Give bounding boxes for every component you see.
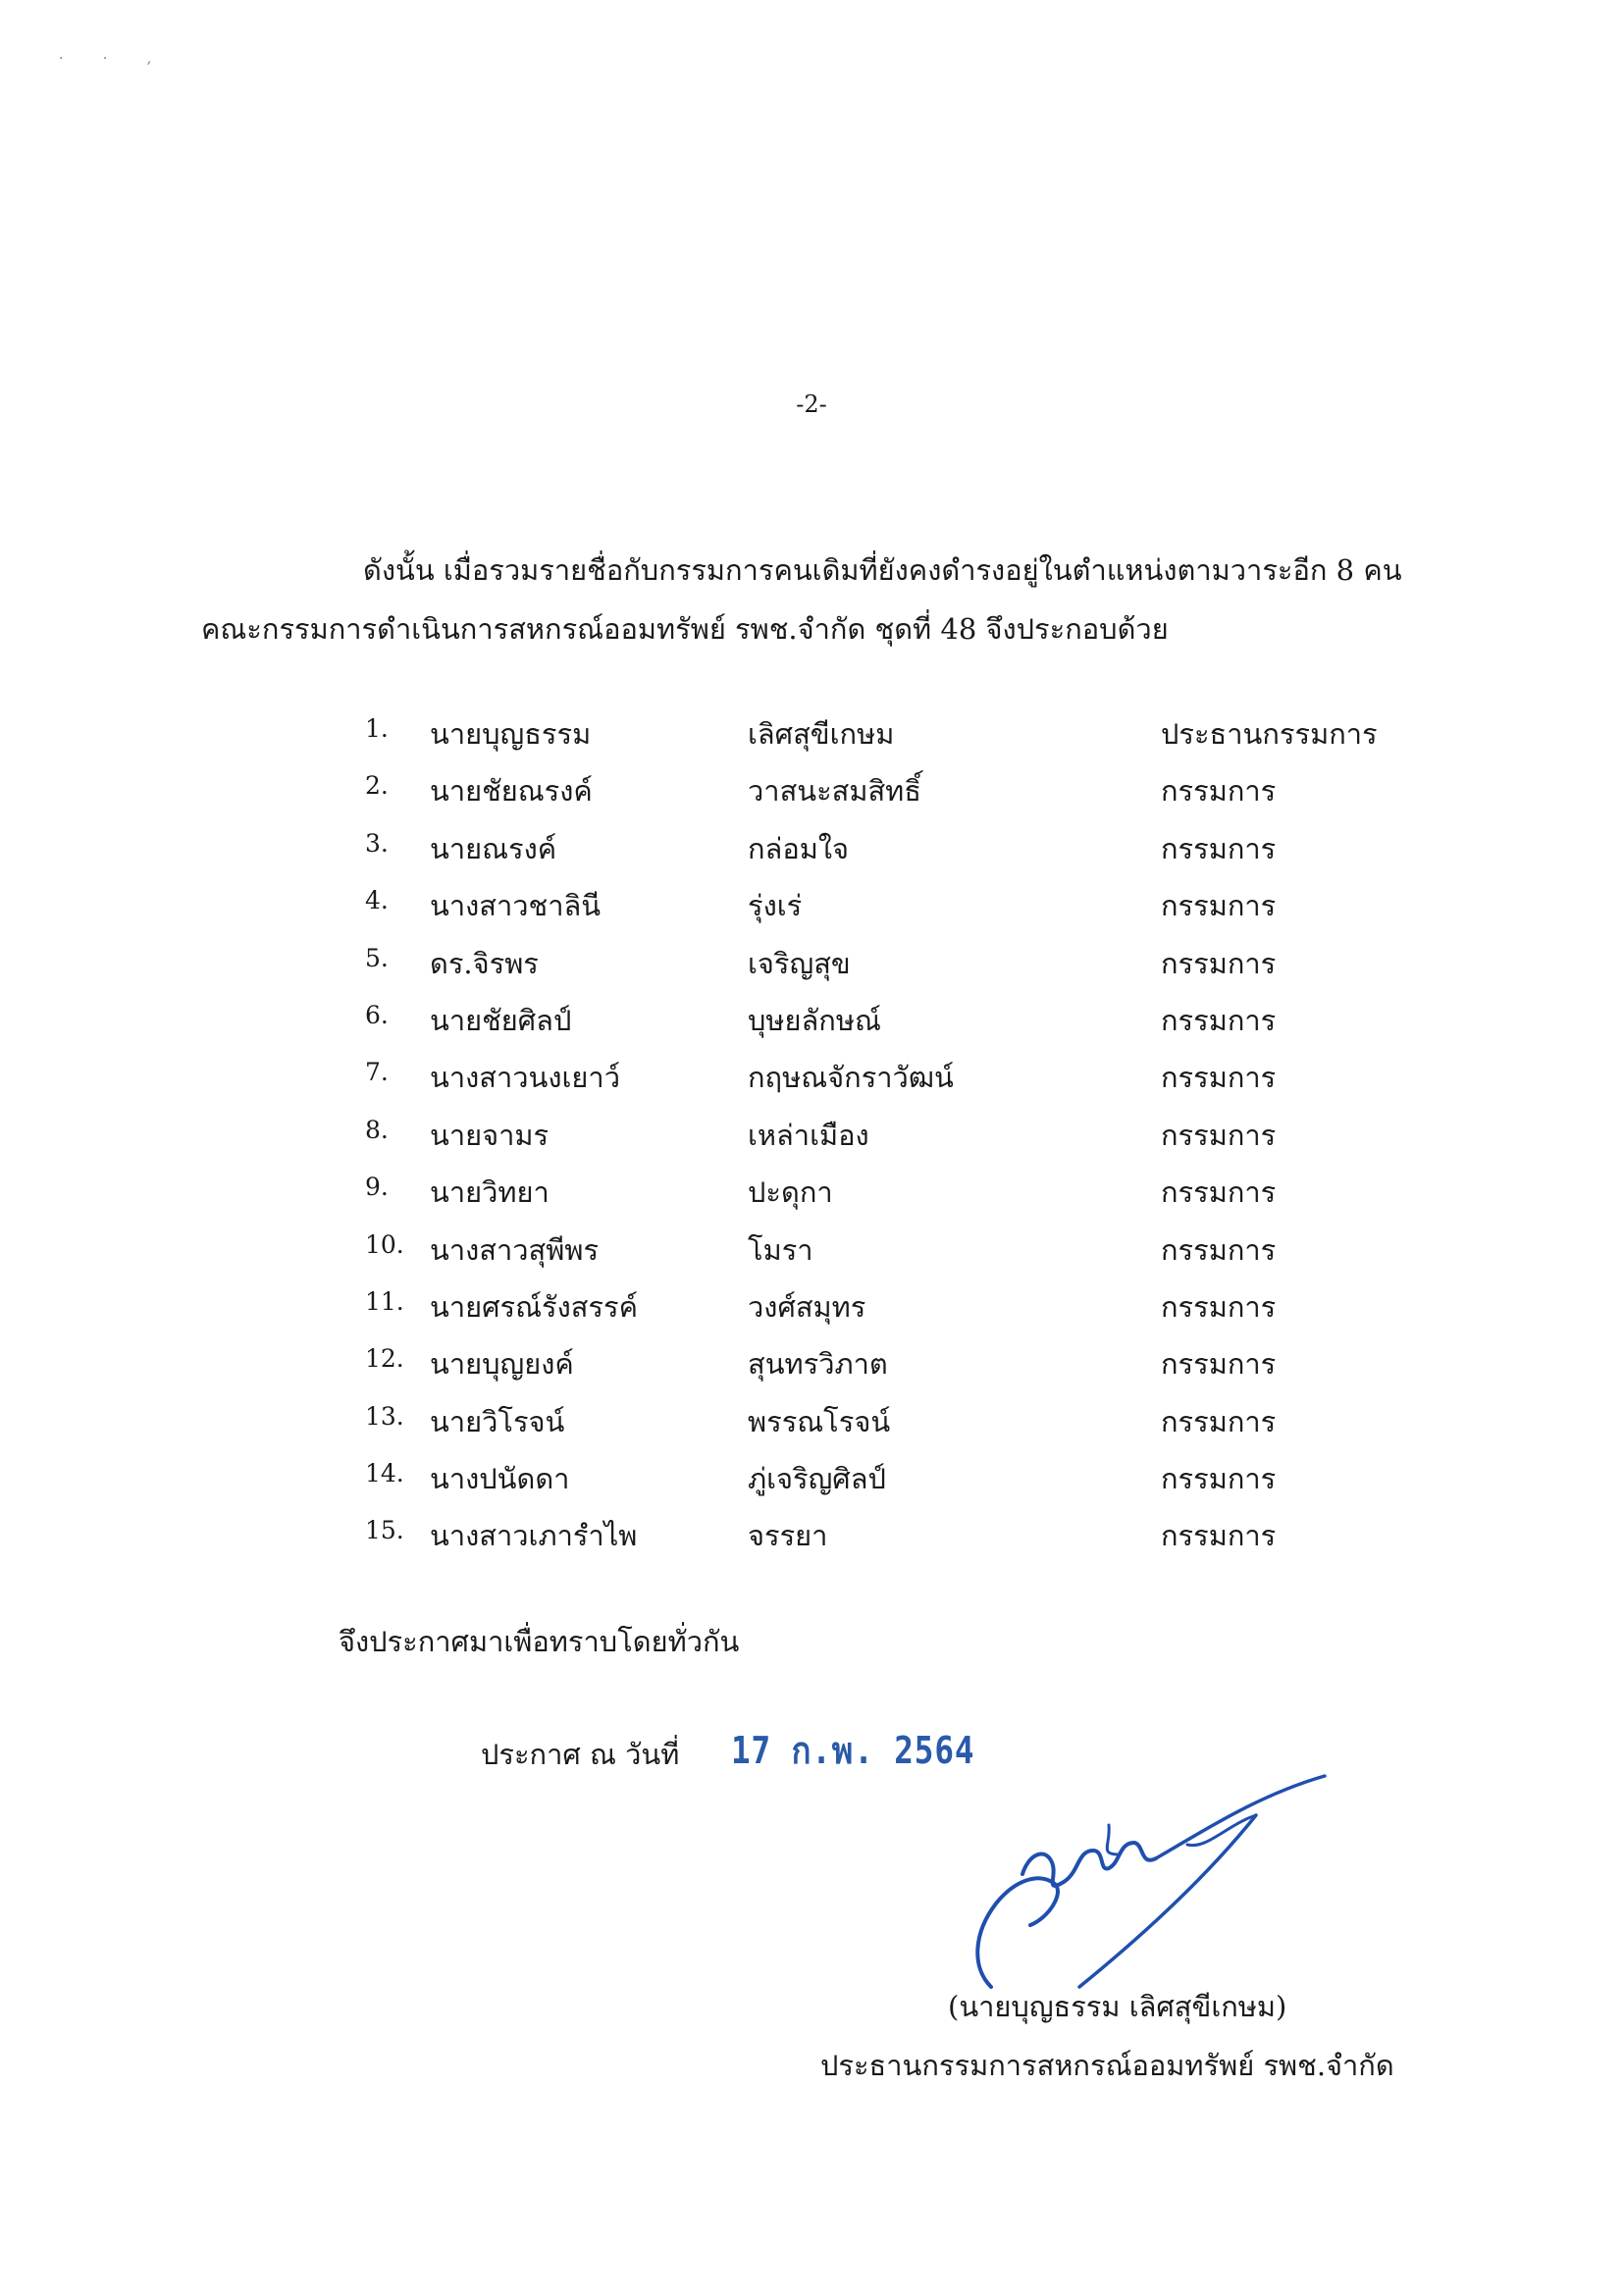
intro-line-2: คณะกรรมการดำเนินการสหกรณ์ออมทรัพย์ รพช.จำกัด ชุดที่ 48 จึงประกอบด้วย (201, 612, 1169, 646)
member-number: 3. (365, 828, 389, 858)
member-number: 9. (365, 1173, 389, 1202)
member-first-name: นายบุญธรรม (430, 717, 592, 751)
member-first-name: นายบุญยงค์ (430, 1347, 574, 1382)
member-role: กรรมการ (1161, 946, 1277, 980)
list-item (0, 1284, 1623, 1341)
list-item (0, 998, 1623, 1055)
signature (962, 1756, 1335, 2011)
closing-statement: จึงประกาศมาเพื่อทราบโดยทั่วกัน (339, 1625, 740, 1658)
date-stamp: 17 ก.พ. 2564 (731, 1729, 975, 1772)
member-role: กรรมการ (1161, 1519, 1277, 1553)
member-role: กรรมการ (1161, 1347, 1277, 1382)
member-first-name: นายวิโรจน์ (430, 1404, 565, 1438)
member-number: 2. (365, 771, 389, 801)
member-first-name: นายวิทยา (430, 1175, 550, 1210)
member-role: กรรมการ (1161, 774, 1277, 809)
member-number: 6. (365, 1000, 389, 1029)
list-item (0, 941, 1623, 998)
member-role: กรรมการ (1161, 1404, 1277, 1438)
member-last-name: กฤษณจักราวัฒน์ (748, 1061, 954, 1095)
member-number: 4. (365, 886, 389, 915)
member-number: 13. (365, 1401, 404, 1431)
member-number: 12. (365, 1344, 404, 1374)
member-number: 14. (365, 1459, 404, 1488)
list-item (0, 1170, 1623, 1226)
member-role: กรรมการ (1161, 831, 1277, 865)
member-last-name: พรรณโรจน์ (748, 1404, 891, 1438)
member-last-name: เลิศสุขีเกษม (748, 717, 895, 751)
page-number: -2- (796, 391, 827, 418)
member-first-name: ดร.จิรพร (430, 946, 539, 980)
member-role: กรรมการ (1161, 1289, 1277, 1324)
member-role: กรรมการ (1161, 1061, 1277, 1095)
member-last-name: เหล่าเมือง (748, 1118, 869, 1152)
list-item (0, 1341, 1623, 1398)
member-role: กรรมการ (1161, 1232, 1277, 1267)
member-last-name: ภู่เจริญศิลป์ (748, 1462, 886, 1496)
member-role: กรรมการ (1161, 1003, 1277, 1037)
member-first-name: นางสาวชาลินี (430, 889, 602, 923)
member-number: 7. (365, 1058, 389, 1087)
member-number: 1. (365, 714, 389, 743)
member-role: กรรมการ (1161, 1118, 1277, 1152)
member-last-name: บุษยลักษณ์ (748, 1003, 881, 1037)
member-last-name: วงศ์สมุทร (748, 1289, 866, 1324)
member-first-name: นางปนัดดา (430, 1462, 570, 1496)
member-number: 15. (365, 1516, 404, 1545)
member-last-name: ปะดุกา (748, 1175, 833, 1210)
member-first-name: นายจามร (430, 1118, 550, 1152)
list-item (0, 1456, 1623, 1513)
member-role: กรรมการ (1161, 1175, 1277, 1210)
member-first-name: นายณรงค์ (430, 831, 557, 865)
member-first-name: นางสาวเภารำไพ (430, 1519, 638, 1553)
announce-date-label: ประกาศ ณ วันที่ (481, 1738, 680, 1771)
member-first-name: นายชัยศิลป์ (430, 1003, 572, 1037)
member-last-name: สุนทรวิภาต (748, 1347, 888, 1382)
member-number: 5. (365, 943, 389, 972)
member-first-name: นายชัยณรงค์ (430, 774, 593, 809)
member-list (0, 711, 1623, 1571)
member-last-name: รุ่งเร่ (748, 889, 803, 923)
signer-name: (นายบุญธรรม เลิศสุขีเกษม) (948, 1990, 1287, 2023)
member-number: 10. (365, 1229, 404, 1259)
member-first-name: นางสาวสุพีพร (430, 1232, 600, 1267)
list-item (0, 826, 1623, 883)
list-item (0, 1227, 1623, 1284)
list-item (0, 1513, 1623, 1570)
list-item (0, 1113, 1623, 1170)
member-role: กรรมการ (1161, 889, 1277, 923)
list-item (0, 1055, 1623, 1112)
intro-line-1: ดังนั้น เมื่อรวมรายชื่อกับกรรมการคนเดิมที่ยังคงดำรงอยู่ในตำแหน่งตามวาระอีก 8 คน (363, 553, 1402, 587)
list-item (0, 883, 1623, 940)
member-last-name: จรรยา (748, 1519, 828, 1553)
signer-title: ประธานกรรมการสหกรณ์ออมทรัพย์ รพช.จำกัด (820, 2049, 1394, 2082)
list-item (0, 1399, 1623, 1456)
member-last-name: เจริญสุข (748, 946, 851, 980)
member-role: กรรมการ (1161, 1462, 1277, 1496)
list-item (0, 768, 1623, 825)
member-last-name: กล่อมใจ (748, 831, 850, 865)
member-first-name: นางสาวนงเยาว์ (430, 1061, 620, 1095)
member-last-name: วาสนะสมสิทธิ์ (748, 774, 922, 809)
member-number: 8. (365, 1115, 389, 1144)
scan-specks: · · , (59, 51, 170, 67)
list-item (0, 711, 1623, 768)
member-last-name: โมรา (748, 1232, 813, 1267)
member-number: 11. (365, 1286, 404, 1316)
member-first-name: นายศรณ์รังสรรค์ (430, 1289, 638, 1324)
member-role: ประธานกรรมการ (1161, 717, 1378, 751)
